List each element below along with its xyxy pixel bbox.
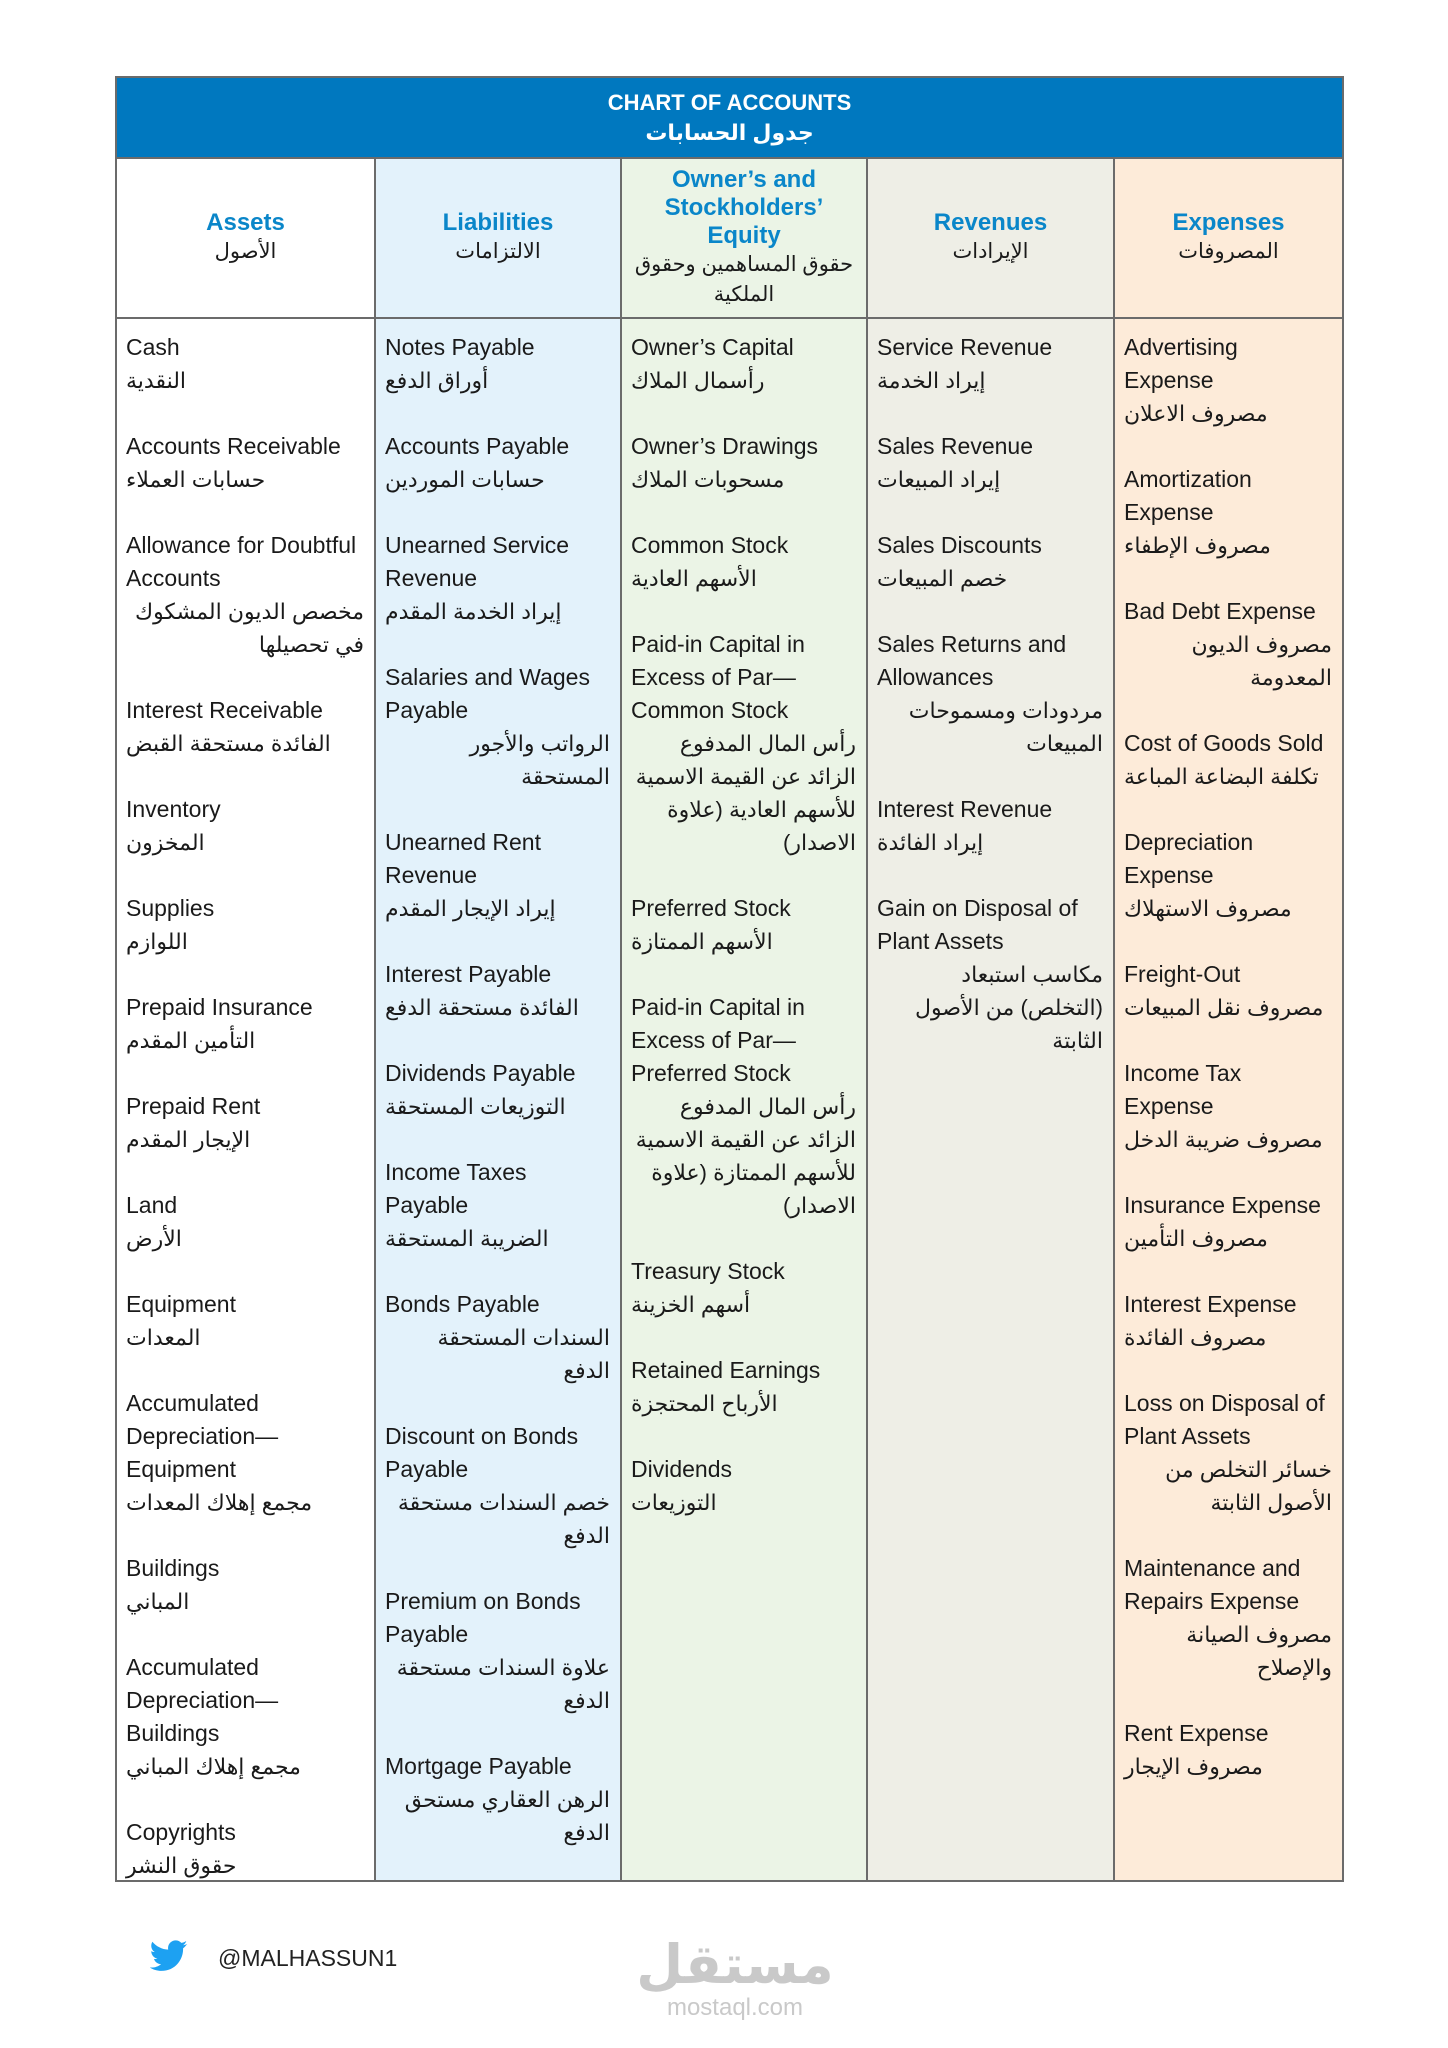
account-name-english: Owner’s Capital (631, 334, 794, 360)
header-english: Liabilities (442, 209, 554, 236)
account-name-arabic: إيراد الخدمة (877, 368, 986, 393)
account-name-english: Accumulated Depreciation— Equipment (126, 1390, 279, 1482)
account-item (877, 628, 1103, 760)
account-name-arabic: الفائدة مستحقة القبض (126, 731, 331, 756)
account-item (1124, 1717, 1332, 1783)
account-name-arabic: الرواتب والأجور المستحقة (469, 731, 610, 789)
account-name-arabic: مصروف الإيجار (1124, 1754, 1263, 1779)
account-item (126, 331, 364, 397)
column-expenses (1115, 319, 1342, 1880)
account-name-arabic: رأس المال المدفوع الزائد عن القيمة الاسمية للأسهم العادية (علاوة الاصدار) (635, 731, 856, 855)
account-name-arabic: إيراد الفائدة (877, 830, 984, 855)
account-item (126, 991, 364, 1057)
account-item (126, 1288, 364, 1354)
account-name-english: Insurance Expense (1124, 1192, 1321, 1218)
account-name-english: Bonds Payable (385, 1291, 540, 1317)
account-name-english: Copyrights (126, 1819, 236, 1845)
account-name-arabic: الأسهم الممتازة (631, 929, 773, 954)
account-name-english: Land (126, 1192, 178, 1218)
account-name-english: Freight-Out (1124, 961, 1241, 987)
account-name-english: Cost of Goods Sold (1124, 730, 1324, 756)
twitter-handle[interactable]: @MALHASSUN1 (218, 1945, 398, 1971)
account-name-english: Sales Discounts (877, 532, 1042, 558)
account-item (385, 331, 610, 397)
account-name-arabic: المعدات (126, 1325, 201, 1350)
account-item (1124, 958, 1332, 1024)
account-name-english: Prepaid Insurance (126, 994, 313, 1020)
account-name-arabic: التوزيعات المستحقة (385, 1094, 566, 1119)
header-english: Owner’s and Stockholders’ Equity (664, 166, 824, 249)
account-name-english: Rent Expense (1124, 1720, 1269, 1746)
account-name-arabic: رأسمال الملاك (631, 368, 765, 393)
account-name-english: Income Taxes Payable (385, 1159, 527, 1218)
account-item (631, 628, 856, 859)
header-assets (117, 159, 376, 317)
title-english: CHART OF ACCOUNTS (607, 89, 852, 115)
twitter-icon (150, 1940, 188, 1977)
account-name-arabic: حسابات الموردين (385, 467, 545, 492)
account-name-english: Salaries and Wages Payable (385, 664, 590, 723)
account-item (126, 1387, 364, 1519)
account-name-arabic: مصروف الفائدة (1124, 1325, 1267, 1350)
account-item (385, 529, 610, 628)
account-name-english: Depreciation Expense (1124, 829, 1254, 888)
account-name-arabic: مصروف الاستهلاك (1124, 896, 1292, 921)
account-item (126, 1090, 364, 1156)
account-name-arabic: التوزيعات (631, 1490, 717, 1515)
account-item (126, 1651, 364, 1783)
watermark-arabic: مستقل (636, 1935, 834, 1995)
account-name-arabic: حقوق النشر (126, 1853, 237, 1878)
account-name-arabic: التأمين المقدم (126, 1028, 256, 1053)
account-name-arabic: أوراق الدفع (385, 368, 489, 393)
header-english: Expenses (1172, 209, 1285, 236)
account-item (1124, 463, 1332, 562)
account-name-english: Preferred Stock (631, 895, 791, 921)
account-name-english: Interest Expense (1124, 1291, 1297, 1317)
account-name-arabic: المباني (126, 1589, 190, 1614)
account-item (631, 529, 856, 595)
account-name-english: Unearned Rent Revenue (385, 829, 541, 888)
account-item (126, 1189, 364, 1255)
account-name-english: Common Stock (631, 532, 789, 558)
account-name-english: Advertising Expense (1124, 334, 1238, 393)
account-name-english: Equipment (126, 1291, 236, 1317)
account-item (631, 1453, 856, 1519)
account-name-english: Retained Earnings (631, 1357, 821, 1383)
header-revenues (868, 159, 1115, 317)
account-name-arabic: مكاسب استبعاد (التخلص) من الأصول الثابتة (915, 962, 1103, 1053)
account-item (877, 331, 1103, 397)
account-name-arabic: النقدية (126, 368, 187, 393)
account-item (1124, 1552, 1332, 1684)
account-item (126, 529, 364, 661)
account-item (385, 1585, 610, 1717)
account-name-arabic: رأس المال المدفوع الزائد عن القيمة الاسمية للأسهم الممتازة (علاوة الاصدار) (635, 1094, 856, 1218)
account-item (385, 826, 610, 925)
account-name-arabic: تكلفة البضاعة المباعة (1124, 764, 1319, 789)
account-item (385, 1420, 610, 1552)
account-item (631, 1354, 856, 1420)
account-item (126, 1816, 364, 1882)
account-name-english: Premium on Bonds Payable (385, 1588, 581, 1647)
title-bar (117, 78, 1342, 159)
account-name-arabic: مصروف نقل المبيعات (1124, 995, 1324, 1020)
account-name-arabic: خصم المبيعات (877, 566, 1008, 591)
account-name-arabic: مصروف التأمين (1124, 1226, 1268, 1251)
account-name-arabic: مصروف الديون المعدومة (1191, 632, 1332, 690)
header-arabic: المصروفات (1178, 240, 1279, 263)
column-equity (622, 319, 868, 1880)
account-name-arabic: خسائر التخلص من الأصول الثابتة (1165, 1457, 1332, 1515)
account-item (1124, 595, 1332, 694)
header-liabilities (376, 159, 622, 317)
account-item (385, 430, 610, 496)
account-name-arabic: حسابات العملاء (126, 467, 266, 492)
account-item (631, 892, 856, 958)
account-name-arabic: الإيجار المقدم (126, 1127, 251, 1152)
account-name-arabic: أسهم الخزينة (631, 1292, 751, 1317)
watermark-english: mostaql.com (666, 1994, 804, 2021)
account-item (126, 1552, 364, 1618)
column-assets (117, 319, 376, 1880)
account-item (385, 1057, 610, 1123)
account-name-english: Dividends (631, 1456, 732, 1482)
account-name-english: Bad Debt Expense (1124, 598, 1316, 624)
account-item (1124, 826, 1332, 925)
account-name-english: Interest Payable (385, 961, 552, 987)
account-item (385, 1288, 610, 1387)
account-name-english: Loss on Disposal of Plant Assets (1124, 1390, 1325, 1449)
watermark (630, 1935, 840, 2021)
account-name-arabic: مصروف الإطفاء (1124, 533, 1271, 558)
account-name-english: Cash (126, 334, 180, 360)
account-name-english: Owner’s Drawings (631, 433, 819, 459)
account-item (877, 892, 1103, 1057)
account-name-english: Mortgage Payable (385, 1753, 572, 1779)
column-revenues (868, 319, 1115, 1880)
account-name-arabic: مجمع إهلاك المعدات (126, 1490, 313, 1515)
body-row (117, 319, 1342, 1880)
account-item (385, 1750, 610, 1849)
account-item (1124, 727, 1332, 793)
account-item (631, 1255, 856, 1321)
account-name-arabic: مصروف ضريبة الدخل (1124, 1127, 1323, 1152)
account-name-arabic: مصروف الاعلان (1124, 401, 1268, 426)
account-name-english: Accumulated Depreciation— Buildings (126, 1654, 279, 1746)
account-name-english: Treasury Stock (631, 1258, 785, 1284)
account-name-english: Dividends Payable (385, 1060, 576, 1086)
account-name-arabic: المخزون (126, 830, 205, 855)
header-arabic: الإيرادات (952, 240, 1029, 263)
account-name-english: Maintenance and Repairs Expense (1124, 1555, 1301, 1614)
account-item (126, 892, 364, 958)
account-name-arabic: الأسهم العادية (631, 566, 757, 591)
header-english: Assets (206, 209, 285, 236)
account-item (1124, 1288, 1332, 1354)
column-liabilities (376, 319, 622, 1880)
account-name-english: Service Revenue (877, 334, 1053, 360)
account-name-english: Buildings (126, 1555, 220, 1581)
account-item (631, 991, 856, 1222)
account-item (631, 430, 856, 496)
account-name-arabic: اللوازم (126, 929, 188, 954)
account-name-arabic: الأرض (126, 1226, 182, 1251)
account-name-arabic: السندات المستحقة الدفع (437, 1325, 610, 1383)
footer (150, 1940, 397, 1977)
account-name-english: Paid-in Capital in Excess of Par— Common Stock (631, 631, 805, 723)
account-item (126, 430, 364, 496)
account-name-arabic: الرهن العقاري مستحق الدفع (404, 1787, 610, 1845)
account-name-english: Notes Payable (385, 334, 535, 360)
header-arabic: حقوق المساهمين وحقوق الملكية (634, 253, 854, 306)
account-name-english: Interest Revenue (877, 796, 1053, 822)
header-english: Revenues (933, 209, 1048, 236)
account-name-english: Allowance for Doubtful Accounts (126, 532, 357, 591)
account-name-arabic: إيراد المبيعات (877, 467, 1001, 492)
account-name-english: Amortization Expense (1124, 466, 1252, 525)
account-name-arabic: مجمع إهلاك المباني (126, 1754, 301, 1779)
account-name-arabic: إيراد الخدمة المقدم (385, 599, 562, 624)
account-name-english: Accounts Payable (385, 433, 570, 459)
account-item (877, 793, 1103, 859)
account-item (631, 331, 856, 397)
account-name-english: Sales Revenue (877, 433, 1033, 459)
account-name-english: Discount on Bonds Payable (385, 1423, 579, 1482)
account-item (1124, 1057, 1332, 1156)
account-name-arabic: مسحوبات الملاك (631, 467, 785, 492)
account-item (877, 529, 1103, 595)
account-name-english: Prepaid Rent (126, 1093, 261, 1119)
account-name-english: Supplies (126, 895, 215, 921)
account-name-arabic: مخصص الديون المشكوك في تحصيلها (134, 599, 364, 657)
account-name-arabic: خصم السندات مستحقة الدفع (397, 1490, 610, 1548)
header-row (117, 159, 1342, 319)
account-name-english: Income Tax Expense (1124, 1060, 1242, 1119)
header-expenses (1115, 159, 1342, 317)
account-name-arabic: مصروف الصيانة والإصلاح (1186, 1622, 1332, 1680)
account-item (877, 430, 1103, 496)
account-name-english: Paid-in Capital in Excess of Par— Preferred Stock (631, 994, 805, 1086)
header-arabic: الالتزامات (455, 240, 541, 263)
account-name-english: Gain on Disposal of Plant Assets (877, 895, 1078, 954)
account-item (385, 958, 610, 1024)
header-arabic: الأصول (214, 240, 277, 263)
account-item (1124, 1189, 1332, 1255)
title-arabic: جدول الحسابات (645, 119, 814, 145)
account-name-english: Unearned Service Revenue (385, 532, 570, 591)
account-item (385, 1156, 610, 1255)
account-item (126, 793, 364, 859)
account-name-arabic: الأرباح المحتجزة (631, 1391, 778, 1416)
account-item (385, 661, 610, 793)
header-equity (622, 159, 868, 317)
chart-of-accounts-table (115, 76, 1344, 1882)
account-item (1124, 1387, 1332, 1519)
account-item (126, 694, 364, 760)
account-name-english: Inventory (126, 796, 221, 822)
account-name-arabic: علاوة السندات مستحقة الدفع (396, 1655, 610, 1713)
account-name-english: Interest Receivable (126, 697, 323, 723)
account-item (1124, 331, 1332, 430)
account-name-arabic: إيراد الإيجار المقدم (385, 896, 556, 921)
account-name-arabic: مردودات ومسموحات المبيعات (908, 698, 1103, 756)
account-name-arabic: الفائدة مستحقة الدفع (385, 995, 579, 1020)
account-name-english: Sales Returns and Allowances (877, 631, 1067, 690)
account-name-arabic: الضريبة المستحقة (385, 1226, 549, 1251)
account-name-english: Accounts Receivable (126, 433, 341, 459)
